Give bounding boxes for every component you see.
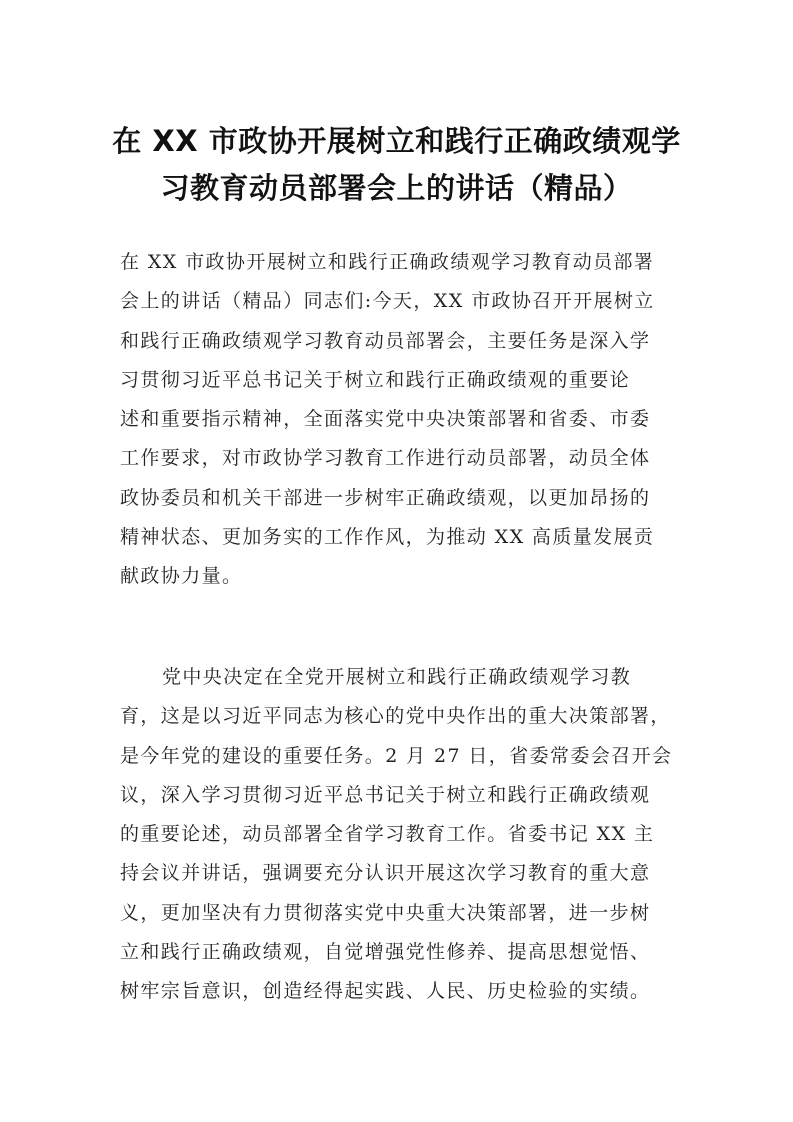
document-title	[100, 118, 693, 212]
body-paragraph-second	[120, 658, 680, 1012]
text-line: 党中央决定在全党开展树立和践行正确政绩观学习教	[162, 666, 632, 688]
text-line: 和践行正确政绩观学习教育动员部署会，主要任务是深入学	[120, 329, 651, 352]
text-line: 献政协力量。	[120, 565, 243, 588]
text-line: 在 XX 市政协开展树立和践行正确政绩观学习教育动员部署	[120, 251, 655, 273]
text-line: 会上的讲话（精品）同志们:今天，XX 市政协召开开展树立	[120, 290, 655, 313]
text-line: 的重要论述，动员部署全省学习教育工作。省委书记 XX 主	[120, 823, 655, 846]
text-line: 工作要求，对市政协学习教育工作进行动员部署，动员全体	[120, 447, 651, 470]
title-line: 习教育动员部署会上的讲话（精品）	[160, 171, 633, 205]
text-line: 持会议并讲话，强调要充分认识开展这次学习教育的重大意	[120, 862, 651, 885]
text-line: 育，这是以习近平同志为核心的党中央作出的重大决策部署，	[120, 705, 671, 728]
text-line: 政协委员和机关干部进一步树牢正确政绩观，以更加昂扬的	[120, 486, 651, 509]
text-line: 精神状态、更加务实的工作作风，为推动 XX 高质量发展贡	[120, 526, 655, 549]
text-line: 树牢宗旨意识，创造经得起实践、人民、历史检验的实绩。	[120, 980, 651, 1003]
text-line: 议，深入学习贯彻习近平总书记关于树立和践行正确政绩观	[120, 783, 651, 806]
text-line: 是今年党的建设的重要任务。2 月 27 日，省委常委会召开会	[120, 744, 673, 767]
title-line: 在 XX 市政协开展树立和践行正确政绩观学	[112, 124, 681, 158]
text-line: 习贯彻习近平总书记关于树立和践行正确政绩观的重要论	[120, 368, 631, 391]
body-paragraph-intro	[120, 243, 680, 597]
text-line: 立和践行正确政绩观，自觉增强党性修养、提高思想觉悟、	[120, 941, 651, 964]
text-line: 述和重要指示精神，全面落实党中央决策部署和省委、市委	[120, 408, 651, 431]
text-line: 义，更加坚决有力贯彻落实党中央重大决策部署，进一步树	[120, 901, 651, 924]
